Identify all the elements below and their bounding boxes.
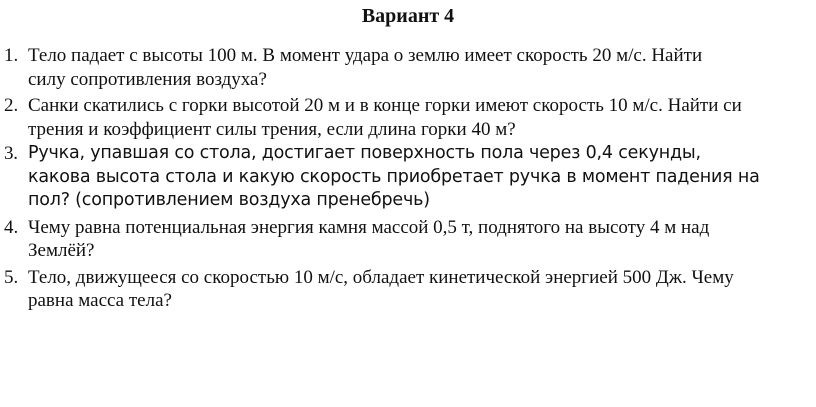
problem-number-4: 4. <box>4 216 19 238</box>
problem-number-1: 1. <box>4 45 19 66</box>
problem-5-line-2: равна масса тела? <box>28 290 172 311</box>
problem-number-3: 3. <box>4 143 18 164</box>
problem-3-line-2: какова высота стола и какую скорость приобретает ручка в момент падения на <box>28 166 760 187</box>
problem-item-5 <box>0 266 816 313</box>
problem-5-line-1: Тело, движущееся со скоростью 10 м/с, обладает кинетической энергией 500 Дж. Чему <box>28 266 734 288</box>
problem-4-line-1: Чему равна потенциальная энергия камня массой 0,5 т, поднятого на высоту 4 м над <box>28 216 710 238</box>
document-title: Вариант 4 <box>361 5 455 27</box>
problem-number-2: 2. <box>4 95 19 116</box>
problem-item-2 <box>0 94 816 141</box>
problem-2-line-2: трения и коэффициент силы трения, если длина горки 40 м? <box>28 118 516 140</box>
problem-item-4 <box>0 216 816 263</box>
problem-3-line-1: Ручка, упавшая со стола, достигает поверхность пола через 0,4 секунды, <box>28 143 701 163</box>
problem-2-line-1: Санки скатились с горки высотой 20 м и в конце горки имеют скорость 10 м/с. Найти си <box>28 95 742 116</box>
problem-3-line-3: пол? (сопротивлением воздуха пренебречь) <box>28 190 430 210</box>
problem-item-1 <box>0 44 816 91</box>
problem-number-5: 5. <box>4 266 19 288</box>
problem-4-line-2: Землёй? <box>28 240 95 261</box>
problem-item-3 <box>0 142 816 213</box>
problem-1-line-1: Тело падает с высоты 100 м. В момент удара о землю имеет скорость 20 м/с. Найти <box>28 45 703 66</box>
problem-list <box>0 44 816 313</box>
problem-1-line-2: силу сопротивления воздуха? <box>28 68 267 90</box>
